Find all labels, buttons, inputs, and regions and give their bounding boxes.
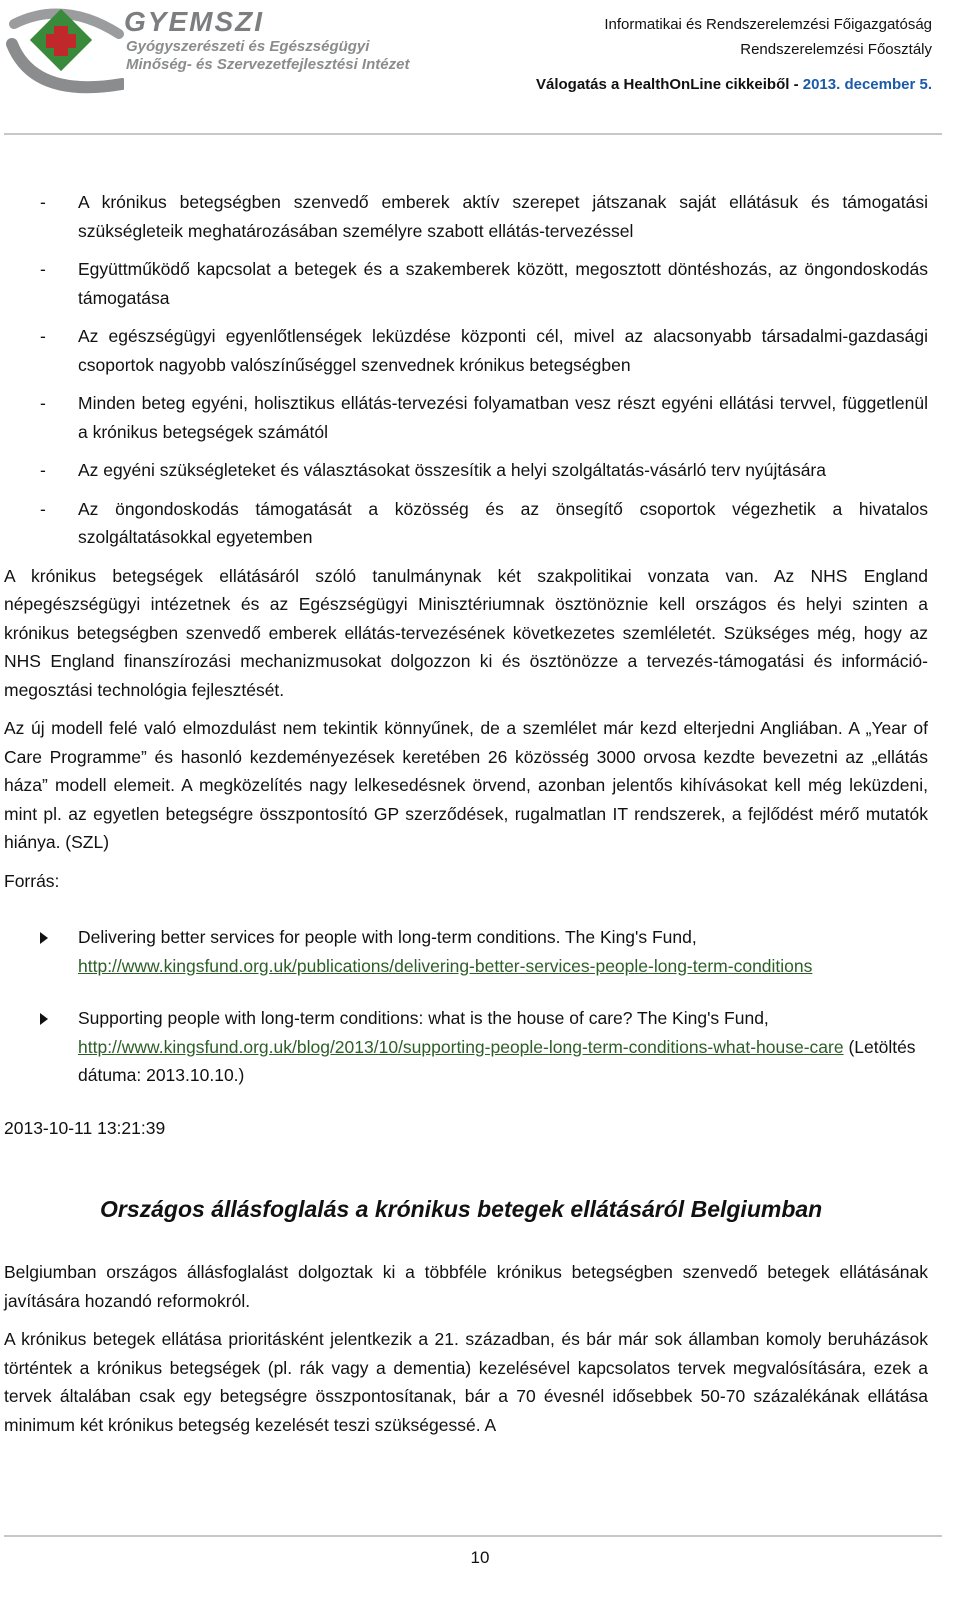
- reference-text: Delivering better services for people with long-term conditions. The King's Fund,: [78, 927, 697, 947]
- list-item: - Minden beteg egyéni, holisztikus ellátás-tervezési folyamatban vesz részt egyéni ellátási tervvel, függetlenül a krónikus betegségek számától: [4, 389, 928, 446]
- logo-subtitle-line2: Minőség- és Szervezetfejlesztési Intézet: [126, 56, 410, 73]
- source-label: Forrás:: [4, 870, 60, 891]
- list-item: - A krónikus betegségben szenvedő emberek aktív szerepet játszanak saját ellátásuk és támogatási szükségleteik meghatározásában személyre szabott ellátás-tervezéssel: [4, 188, 928, 245]
- body-paragraph: A krónikus betegségek ellátásáról szóló tanulmánynak két szakpolitikai vonzata van. Az NHS England népegészségügyi intézetnek és az Egészségügyi Minisztériumnak ösztönöznie kell országos és helyi szinten a krónikus betegségben szenvedő emberek ellátás-tervezésének következetes szemléletét. Szükséges még, hogy az NHS England finanszírozási mechanizmusokat dolgozzon ki és ösztönözze a tervezés-támogatási és információ-megosztási technológia fejlesztését.: [4, 565, 928, 700]
- body-paragraph: Belgiumban országos állásfoglalást dolgoztak ki a többféle krónikus betegségben szenvedő betegek ellátásának javítására hozandó reformokról.: [4, 1262, 928, 1311]
- bullet-arrow-icon: [40, 1013, 48, 1025]
- reference-item: [4, 923, 928, 980]
- article-content: [4, 188, 928, 1449]
- logo-name: GYEMSZI: [124, 6, 265, 37]
- bullet-dash: -: [40, 393, 46, 413]
- header-org-info: [536, 12, 932, 97]
- org-line-2: Rendszerelemzési Főosztály: [740, 41, 932, 58]
- bullet-dash: -: [40, 326, 46, 346]
- reference-link[interactable]: http://www.kingsfund.org.uk/blog/2013/10/supporting-people-long-term-conditions-what-house-care: [78, 1036, 844, 1057]
- page-number: 10: [470, 1548, 490, 1567]
- org-line-1: Informatikai és Rendszerelemzési Főigazgatóság: [604, 16, 932, 33]
- list-item: - Együttműködő kapcsolat a betegek és a szakemberek között, megosztott döntéshozás, az öngondoskodás támogatása: [4, 255, 928, 312]
- reference-list: [4, 923, 928, 1090]
- logo-emblem-icon: [4, 4, 124, 104]
- reference-download-date: (Letöltés dátuma: 2013.10.10.): [78, 1036, 916, 1085]
- digest-title: [536, 72, 932, 97]
- list-item: - Az egyéni szükségleteket és választásokat összesítik a helyi szolgáltatás-vásárló terv nyújtására: [4, 456, 928, 485]
- article-timestamp: 2013-10-11 13:21:39: [4, 1117, 166, 1138]
- bullet-dash: -: [40, 460, 46, 480]
- bullet-dash: -: [40, 259, 46, 279]
- header-divider: [4, 133, 942, 135]
- principles-list: [4, 188, 928, 552]
- reference-text: Supporting people with long-term conditions: what is the house of care? The King's Fund,: [78, 1008, 769, 1028]
- reference-item: [4, 1004, 928, 1090]
- list-item: - Az egészségügyi egyenlőtlenségek leküzdése központi cél, mivel az alacsonyabb társadalmi-gazdasági csoportok nagyobb valószínűséggel szenvednek krónikus betegségben: [4, 322, 928, 379]
- list-item: - Az öngondoskodás támogatását a közösség és az önsegítő csoportok végezhetik a hivatalos szolgáltatásokkal egyetemben: [4, 495, 928, 552]
- page-header: [0, 0, 960, 140]
- footer-divider: [4, 1535, 942, 1537]
- body-paragraph: A krónikus betegek ellátása prioritásként jelentkezik a 21. században, és bár már sok államban komoly beruházások történtek a krónikus betegségek (pl. rák vagy a dementia) kezelésével kapcsolatos tervek megvalósítására, ezek a tervek általában csak egy betegségre összpontosítanak, bár a 70 évesnél idősebbek 50-70 százalékának ellátása minimum két krónikus betegség kezelését teszi szükségessé. A: [4, 1329, 928, 1435]
- reference-link[interactable]: http://www.kingsfund.org.uk/publications/delivering-better-services-people-long-term-conditions: [78, 955, 813, 976]
- digest-date: 2013. december 5.: [802, 76, 932, 93]
- gyemszi-logo: [4, 4, 474, 104]
- section-title: Országos állásfoglalás a krónikus betegek ellátásáról Belgiumban: [100, 1196, 823, 1222]
- digest-prefix: Válogatás a HealthOnLine cikkeiből -: [535, 76, 803, 93]
- bullet-dash: -: [40, 192, 46, 212]
- logo-subtitle-line1: Gyógyszerészeti és Egészségügyi: [126, 38, 370, 55]
- body-paragraph: Az új modell felé való elmozdulást nem tekintik könnyűnek, de a szemlélet már kezd elterjedni Angliában. A „Year of Care Programme” és hasonló kezdeményezések keretében 26 közösség 3000 orvosa kezdte bevezetni az „ellátás háza” modell elemeit. A megközelítés nagy lelkesedésnek örvend, azonban jelentős kihívásokat kell még leküzdeni, mint pl. az egyetlen betegségre összpontosító GP szerződések, rugalmatlan IT rendszerek, a fejlődést mérő mutatók hiánya. (SZL): [4, 718, 928, 852]
- bullet-arrow-icon: [40, 932, 48, 944]
- bullet-dash: -: [40, 498, 46, 519]
